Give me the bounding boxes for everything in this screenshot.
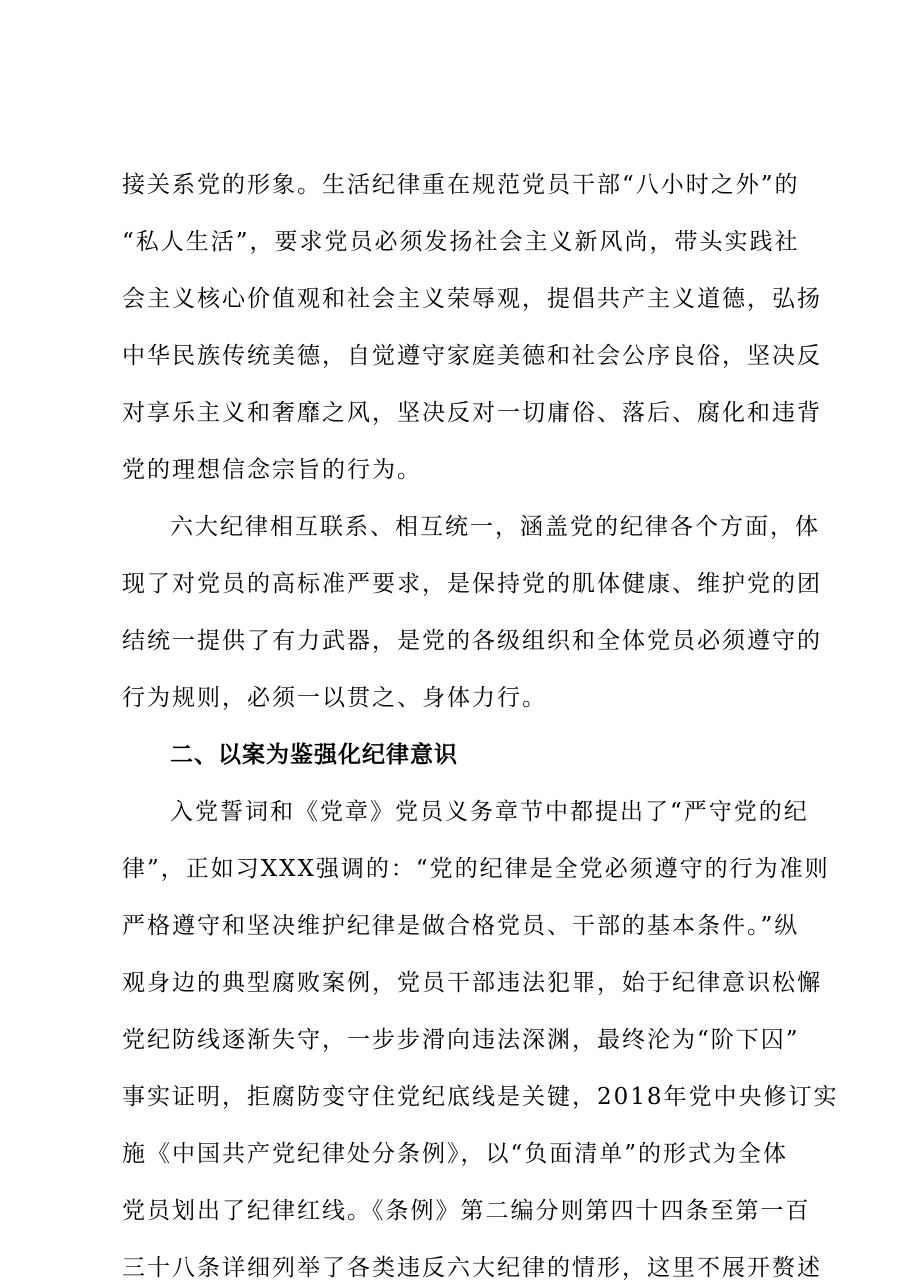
paragraph-1-line-2: “私人生活”，要求党员必须发扬社会主义新风尚，带头实践社 <box>122 229 800 255</box>
paragraph-2-line-3: 结统一提供了有力武器，是党的各级组织和全体党员必须遵守的 <box>122 628 822 654</box>
paragraph-3-line-5: 党纪防线逐渐失守，一步步滑向违法深渊，最终沦为“阶下囚” <box>122 1027 800 1053</box>
paragraph-1-line-6: 党的理想信念宗旨的行为。 <box>122 457 422 483</box>
paragraph-1-line-3: 会主义核心价值观和社会主义荣辱观，提倡共产主义道德，弘扬 <box>122 286 822 312</box>
paragraph-3-line-7: 施《中国共产党纪律处分条例》，以“负面清单”的形式为全体 <box>122 1141 789 1167</box>
paragraph-3-line-8: 党员划出了纪律红线。《条例》第二编分则第四十四条至第一百 <box>122 1198 811 1224</box>
paragraph-3-line-2: 律”，正如习XXX强调的：“党的纪律是全党必须遵守的行为准则 <box>122 856 830 882</box>
paragraph-1-line-1: 接关系党的形象。生活纪律重在规范党员干部“八小时之外”的 <box>122 172 800 198</box>
paragraph-1-line-4: 中华民族传统美德，自觉遵守家庭美德和社会公序良俗，坚决反 <box>122 343 822 369</box>
paragraph-3-line-1: 入党誓词和《党章》党员义务章节中都提出了“严守党的纪 <box>170 799 809 825</box>
paragraph-3-line-4: 观身边的典型腐败案例，党员干部违法犯罪，始于纪律意识松懈 <box>122 970 822 996</box>
paragraph-3-line-9: 三十八条详细列举了各类违反六大纪律的情形，这里不展开赘述 <box>122 1255 822 1281</box>
paragraph-2-line-2: 现了对党员的高标准严要求，是保持党的肌体健康、维护党的团 <box>122 571 822 597</box>
section-heading: 二、以案为鉴强化纪律意识 <box>170 742 458 768</box>
paragraph-3-line-6: 事实证明，拒腐防变守住党纪底线是关键，2018年党中央修订实 <box>122 1084 839 1110</box>
paragraph-3-line-3: 严格遵守和坚决维护纪律是做合格党员、干部的基本条件。”纵 <box>122 913 800 939</box>
paragraph-2-line-4: 行为规则，必须一以贯之、身体力行。 <box>122 685 547 711</box>
paragraph-2-line-1: 六大纪律相互联系、相互统一，涵盖党的纪律各个方面，体 <box>170 514 820 540</box>
paragraph-1-line-5: 对享乐主义和奢靡之风，坚决反对一切庸俗、落后、腐化和违背 <box>122 400 822 426</box>
